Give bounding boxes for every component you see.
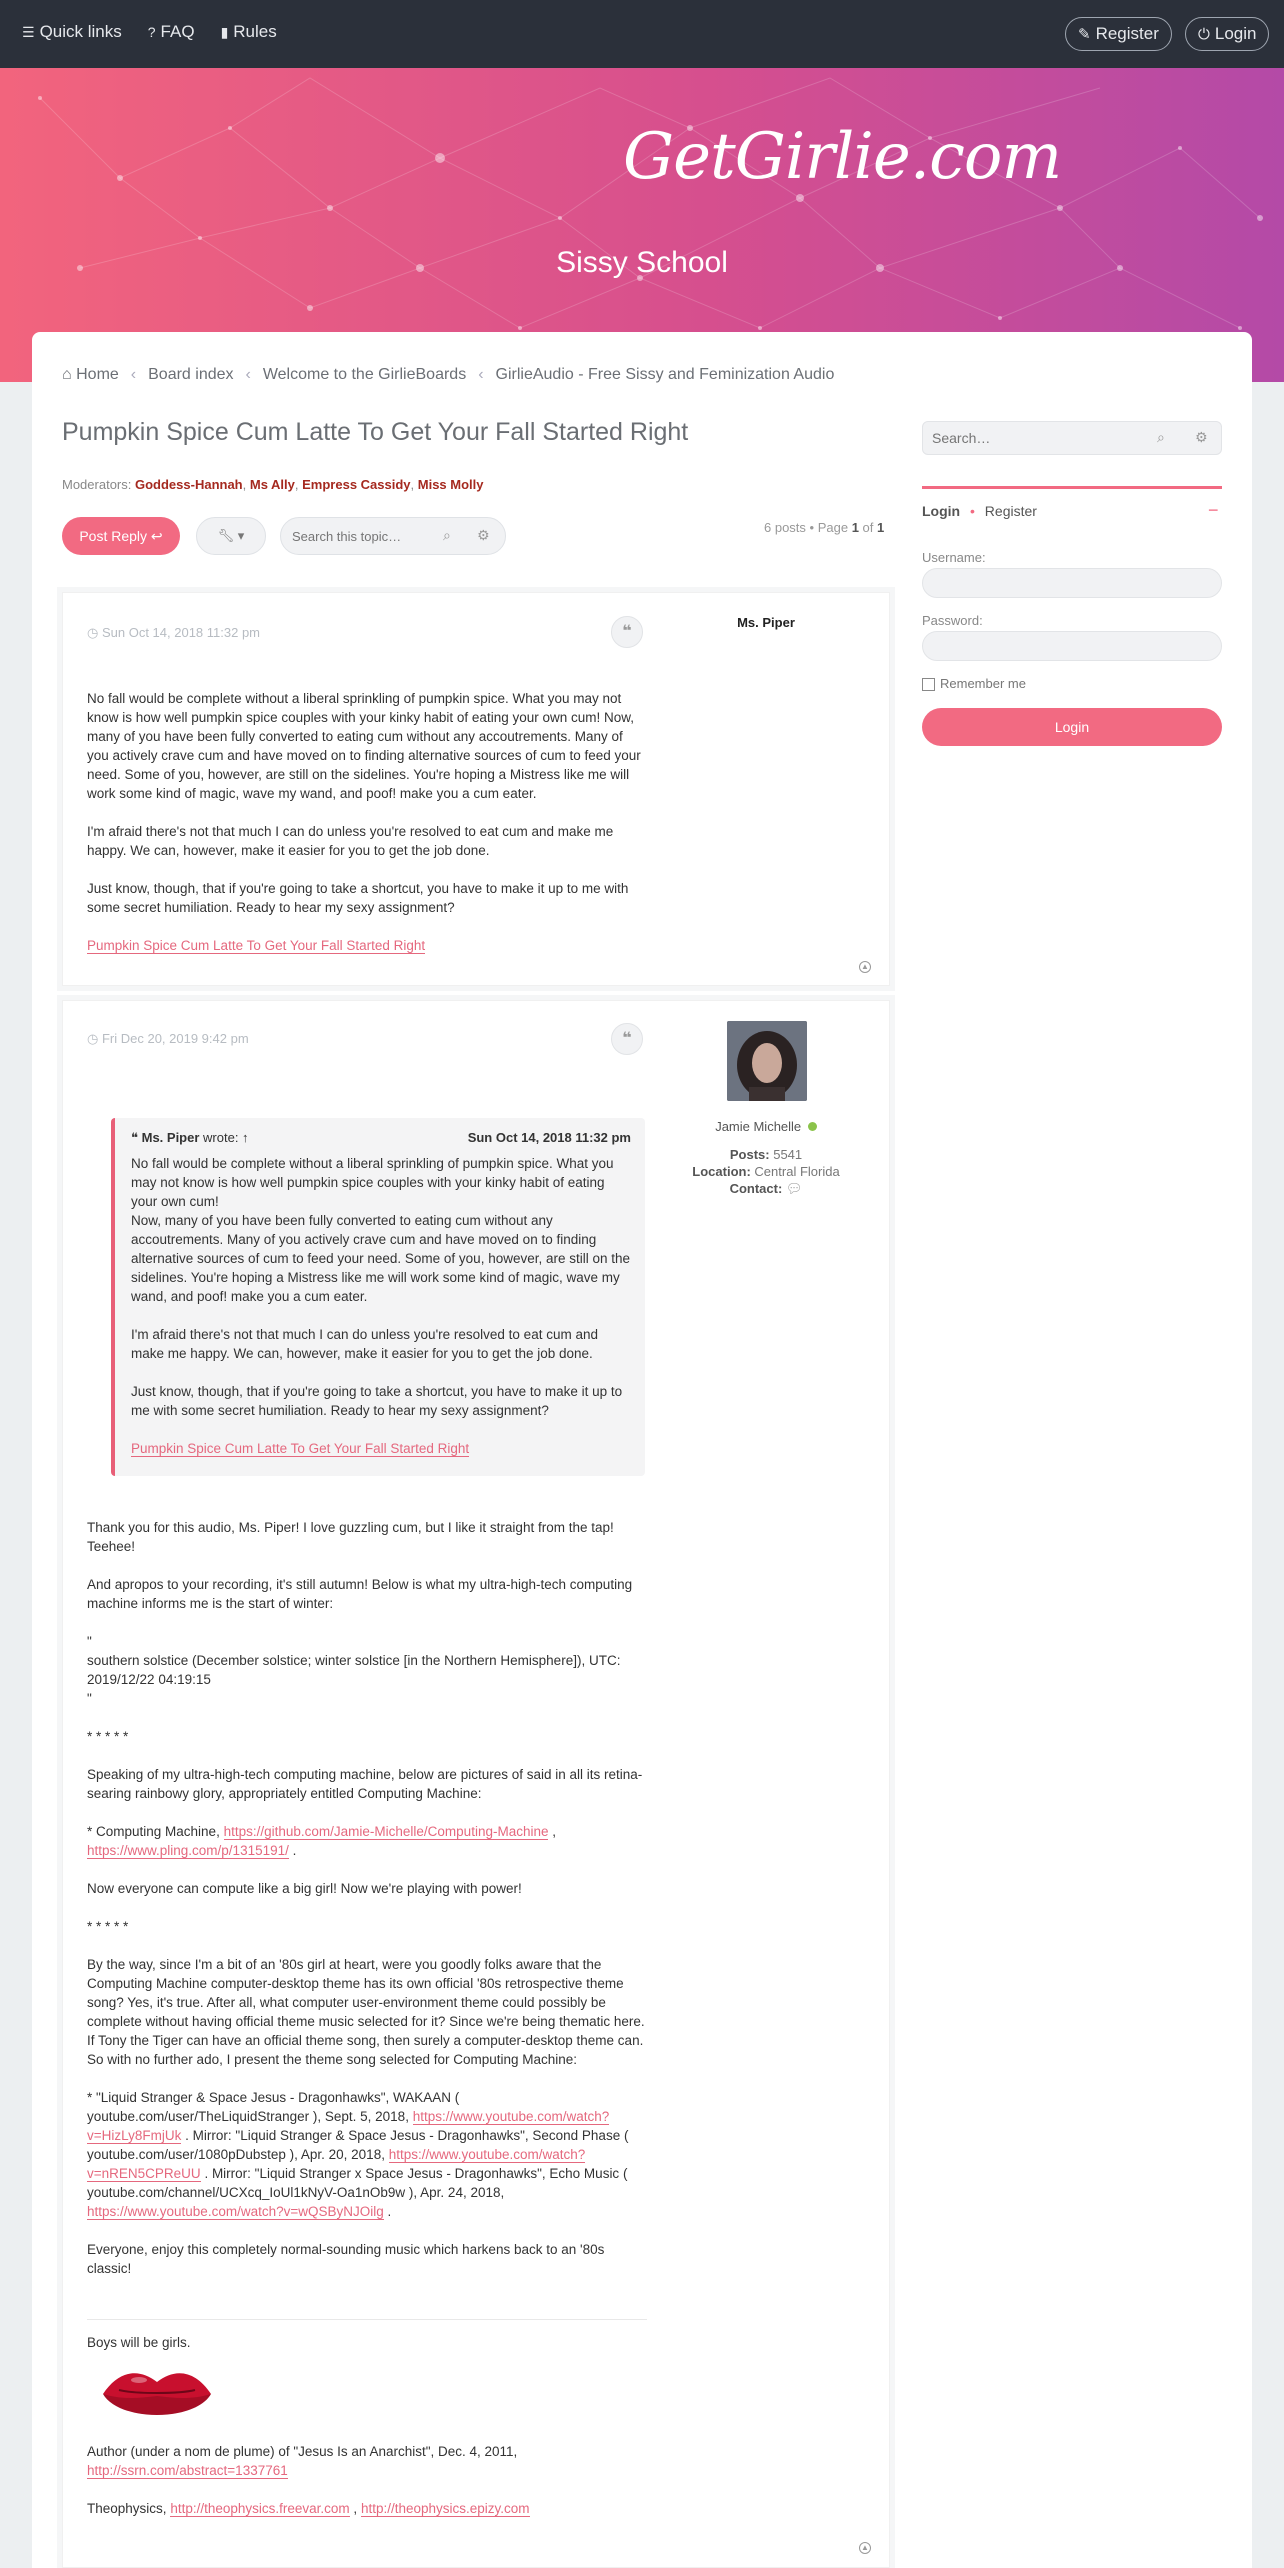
sidebar-search-box [922,421,1222,455]
avatar[interactable] [727,1021,807,1101]
register-button[interactable]: ✎ Register [1065,17,1172,51]
gear-icon[interactable]: ⚙ [477,527,490,543]
rules-link[interactable]: ▮ Rules [220,22,277,41]
youtube-link[interactable]: https://www.youtube.com/watch?v=HizLy8FmjUk [87,2109,610,2143]
book-icon: ▮ [220,24,229,40]
top-navbar [0,0,1284,68]
quote-button[interactable]: ❝ [611,1023,643,1055]
clock-icon: ◷ [87,625,102,640]
back-to-top-icon[interactable]: ▲ [859,2542,871,2554]
sidebar-login-button[interactable]: Login [922,708,1222,746]
power-icon: ⏻ [1198,26,1210,43]
caret-down-icon: ▾ [237,528,245,543]
gear-icon[interactable]: ⚙ [1195,429,1208,445]
theophysics-link[interactable]: http://theophysics.epizy.com [360,2501,530,2516]
login-tabs: Login • Register [922,503,1037,519]
lips-icon [99,2360,215,2430]
password-field[interactable] [922,631,1222,661]
youtube-link[interactable]: https://www.youtube.com/watch?v=nREN5CPReUU [87,2147,586,2181]
post-author: Jamie Michelle [663,1119,869,1134]
theophysics-link[interactable]: http://theophysics.freevar.com [170,2501,350,2516]
topic-tools-dropdown[interactable] [196,517,266,555]
breadcrumb [62,366,834,384]
remember-me-checkbox[interactable] [922,678,935,691]
moderator-link[interactable]: Miss Molly [417,477,484,492]
moderators-line: Moderators: Goddess-Hannah, Ms Ally, Empress Cassidy, Miss Molly [62,477,484,492]
post-author[interactable]: Ms. Piper [737,615,795,630]
register-tab[interactable]: Register [984,503,1037,519]
ssrn-link[interactable]: http://ssrn.com/abstract=1337761 [87,2463,288,2478]
post-date[interactable]: ◷ Sun Oct 14, 2018 11:32 pm [87,625,260,640]
audio-link[interactable]: Pumpkin Spice Cum Latte To Get Your Fall Started Right [131,1441,470,1456]
pling-link[interactable]: https://www.pling.com/p/1315191/ [87,1843,289,1858]
remember-me-label: Remember me [940,676,1026,691]
breadcrumb-separator: ‹ [478,366,484,383]
author-profile: Posts: 5541 Location: Central Florida Contact: 💬︎ [692,1147,840,1196]
edit-icon: ✎ [1078,26,1091,43]
site-logo[interactable]: GetGirlie.com [623,120,1062,194]
lips-image [99,2360,215,2430]
moderator-link[interactable]: Goddess-Hannah [135,477,243,492]
quote-block [111,1118,645,1476]
faq-link[interactable]: ? FAQ [147,22,195,41]
post-content: Thank you for this audio, Ms. Piper! I love guzzling cum, but I like it straight from the tap! Teehee! And apropos to your recording, it's still autumn! Below is what my ultra-high-tech computing machine informs me is the start of winter: " southern solstice (December solstice; winter solstice [in the Northern Hemisphere]), UTC: 2019/12/22 04:19:15 " * * * * * Speaking of my ultra-high-tech computing machine, below are pictures of said in all its retina-searing rainbowy glory, appropriately entitled Computing Machine: * Computing Machine, https://github.com/Jamie-Michelle/Computing-Machine , https://www.pling.com/p/1315191/ . Now everyone can compute like a big girl! Now we're playing with power! * * * * * By the way, since I'm a bit of an '80s girl at heart, were you goodly folks aware that the Computing Machine computer-desktop theme has its own official '80s retrospective theme song? Yes, it's true. After all, what computer user-environment theme could possibly be complete without having official theme music selected for it? Since we're being thematic here. If Tony the Tiger can have an official theme song, then surely a computer-desktop theme can. So with no further ado, I present the theme song selected for Computing Machine: * "Liquid Stranger & Space Jesus - Dragonhawks", WAKAAN ( youtube.com/user/TheLiquidStranger ), Sept. 5, 2018, https://www.youtube.com/watch?v=HizLy8FmjUk . Mirror: "Liquid Stranger & Space Jesus - Dragonhawks", Second Phase ( youtube.com/user/1080pDubstep ), Apr. 20, 2018, https://www.youtube.com/watch?v=nREN5CPReUU . Mirror: "Liquid Stranger x Space Jesus - Dragonhawks", Echo Music ( youtube.com/channel/UCXcq_IoUl1kNyV-Oa1nOb9w ), Apr. 24, 2018, https://www.youtube.com/watch?v=wQSByNJOilg . Everyone, enjoy this completely normal-sounding music which harkens back to an '80s classic! [87,1520,645,2276]
avatar-image [727,1021,807,1101]
search-icon[interactable]: ⌕ [443,527,451,543]
breadcrumb-separator: ‹ [130,366,137,383]
username-label: Username: [922,550,986,565]
contact-icon[interactable]: 💬︎ [785,1181,803,1196]
breadcrumb-separator: ‹ [245,366,251,383]
post [62,592,890,986]
login-button-top[interactable]: ⏻ Login [1185,17,1269,51]
pagination-info: 6 posts • Page 1 of 1 [764,520,885,535]
signature-divider [87,2319,647,2320]
login-tab[interactable]: Login [922,503,961,519]
username-field[interactable] [922,568,1222,598]
quote-icon: ❝ [131,1130,142,1145]
back-to-top-icon[interactable]: ▲ [859,961,871,973]
password-label: Password: [922,613,983,628]
clock-icon: ◷ [87,1031,102,1046]
topic-title[interactable]: Pumpkin Spice Cum Latte To Get Your Fall Started Right [62,418,689,446]
wrench-icon: 🔧︎ [217,528,235,543]
reply-icon: ↩ [150,528,163,544]
sidebar-accent-line [922,486,1222,489]
breadcrumb-girlieaudio[interactable]: GirlieAudio - Free Sissy and Feminization Audio [495,366,835,383]
top-nav-links [22,22,277,42]
topic-search-box [280,517,506,555]
post [62,1000,890,2568]
search-icon[interactable]: ⌕ [1157,429,1165,445]
sidebar-search-input[interactable] [924,423,1144,453]
youtube-link[interactable]: https://www.youtube.com/watch?v=wQSByNJOilg [87,2204,384,2219]
post-date[interactable]: ◷ Fri Dec 20, 2019 9:42 pm [87,1031,249,1046]
online-status-icon [808,1122,817,1131]
moderator-link[interactable]: Empress Cassidy [302,477,411,492]
question-icon: ? [147,24,156,40]
breadcrumb-board-index[interactable]: Board index [148,366,234,383]
github-link[interactable]: https://github.com/Jamie-Michelle/Computing-Machine [223,1824,549,1839]
moderator-link[interactable]: Ms Ally [249,477,295,492]
site-subtitle: Sissy School [556,246,728,279]
quote-content: No fall would be complete without a liberal sprinkling of pumpkin spice. What you may not know is how well pumpkin spice couples with your kinky habit of eating your own cum! Now, many of you have been fully converted to eating cum without any accoutrements. Many of you actively crave cum and have moved on to finding alternative sources of cum to feed your need. Some of you, however, are still on the sidelines. You're hoping a Mistress like me will work some kind of magic, wave my wand, and poof! make you a cum eater. I'm afraid there's not that much I can do unless you're resolved to eat cum and make me happy. We can, however, make it easier for you to get the job done. Just know, though, that if you're going to take a shortcut, you have to make it up to me with some secret humiliation. Ready to hear my sexy assignment? Pumpkin Spice Cum Latte To Get Your Fall Started Right [131,1156,631,1456]
post-content: No fall would be complete without a liberal sprinkling of pumpkin spice. What you may not know is how well pumpkin spice couples with your kinky habit of eating your own cum! Now, many of you have been fully converted to eating cum without any accoutrements. Many of you actively crave cum and have moved on to finding alternative sources of cum to feed your need. Some of you, however, are still on the sidelines. You're hoping a Mistress like me will work some kind of magic, wave my wand, and poof! make you a cum eater. I'm afraid there's not that much I can do unless you're resolved to eat cum and make me happy. We can, however, make it easier for you to get the job done. Just know, though, that if you're going to take a shortcut, you have to make it up to me with some secret humiliation. Ready to hear my sexy assignment? Pumpkin Spice Cum Latte To Get Your Fall Started Right [87,691,641,953]
breadcrumb-welcome[interactable]: Welcome to the GirlieBoards [262,366,467,383]
quote-button[interactable]: ❝ [611,616,643,648]
collapse-icon[interactable]: − [1208,500,1219,520]
quick-links-menu[interactable]: ☰ Quick links [22,22,122,41]
post-reply-button[interactable]: Post Reply ↩ [62,517,180,555]
menu-icon: ☰ [22,24,35,40]
quote-header: ❝ Ms. Piper wrote: ↑ Sun Oct 14, 2018 11:32 pm [131,1130,631,1145]
signature: Boys will be girls. Author (under a nom de plume) of "Jesus Is an Anarchist", Dec. 4, 2011, http://ssrn.com/abstract=1337761 Theophysics, http://theophysics.freevar.com , http://theophysics.epizy.com [87,2335,530,2516]
home-icon: ⌂ [62,366,77,383]
audio-link[interactable]: Pumpkin Spice Cum Latte To Get Your Fall Started Right [87,938,426,953]
breadcrumb-home[interactable]: ⌂ Home [62,366,119,383]
search-topic-input[interactable] [282,519,432,553]
